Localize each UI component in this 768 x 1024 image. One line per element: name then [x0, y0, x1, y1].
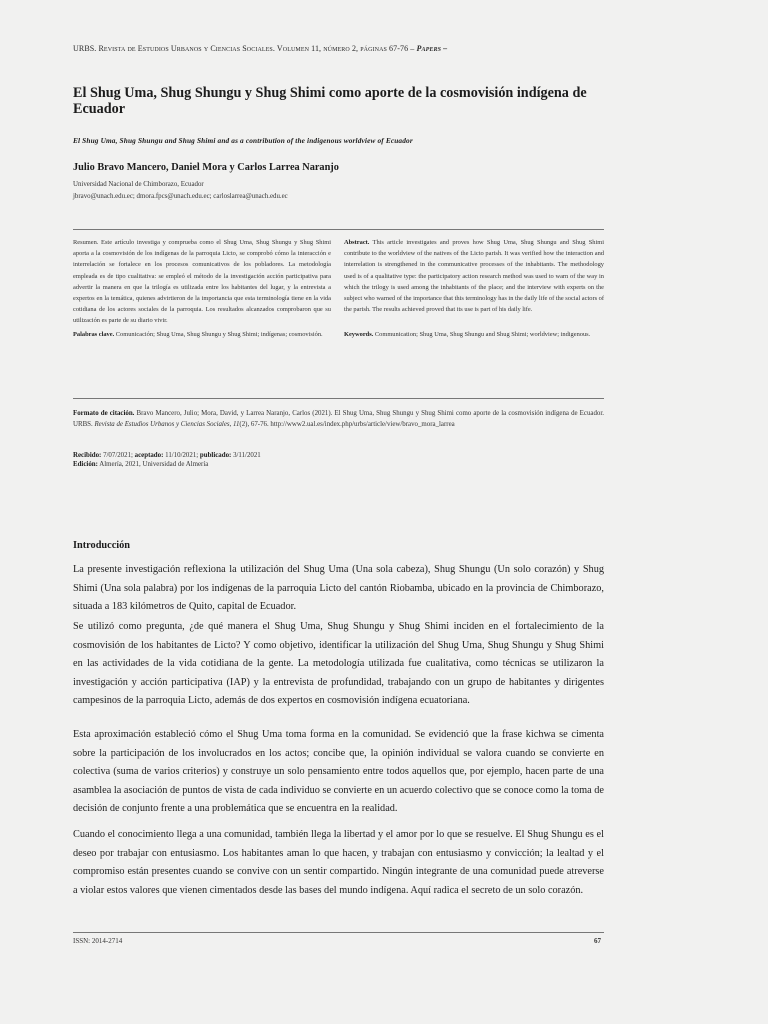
edition-line — [73, 461, 261, 470]
article-subtitle-en: El Shug Uma, Shug Shungu and Shug Shimi and as a contribution of the indigenous worldview of Ecuador — [73, 136, 413, 145]
journal-header-text: URBS. Revista de Estudios Urbanos y Ciencias Sociales. Volumen 11, número 2, páginas 67-76 – — [73, 44, 415, 53]
accepted-label: aceptado: — [134, 452, 164, 459]
keywords-en-label: Keywords. — [344, 331, 374, 339]
abstract-en-label: Abstract. — [344, 239, 370, 246]
divider-top — [73, 229, 604, 230]
author-affiliation: Universidad Nacional de Chimborazo, Ecuador — [73, 181, 204, 188]
body-paragraph: Esta aproximación estableció cómo el Shug Uma toma forma en la comunidad. Se evidenció que la frase kichwa se cimenta sobre la participación de los involucrados en los actos; concibe que, la opinión individual se valora cuando se convierte en colectiva (suma de varios criterios) y construye un solo pensamiento entre todos aquellos que, por ejemplo, hacen parte de una asamblea la asociación de puntos de vista de cada individuo se convierte en un acuerdo colectivo que se conoce como la toma de decisión de conjunto frente a una problemática que se encuentra en la realidad. — [73, 729, 604, 815]
keywords-en — [344, 329, 604, 340]
citation-journal: Revista de Estudios Urbanos y Ciencias Sociales, 11 — [94, 421, 240, 429]
abstract-en-body — [344, 237, 604, 315]
body-paragraph: Se utilizó como pregunta, ¿de qué manera el Shug Uma, Shug Shungu y Shug Shimi inciden en el fortalecimiento de la cosmovisión de los habitantes de Licto? Y como objetivo, identificar la utilización del Shug Uma, Shug Shungu y Shug Shimi en las actividades de la vida cotidiana de la gente. La metodología utilizada fue cualitativa, como técnicas se utilizaron la investigación y acción participativa (IAP) y la entrevista de profundidad, trabajando con un grupo de habitantes y dirigentes campesinos de la parroquia Licto, además de dos expertos en cosmovisión indígena ecuatoriana. — [73, 621, 604, 707]
accepted-date: 11/10/2021; — [165, 452, 199, 459]
abstract-en — [344, 237, 604, 341]
edition-label: Edición: — [73, 460, 98, 468]
abstract-es-text: Resumen. Este artículo investiga y comprueba como el Shug Uma, Shug Shungu y Shug Shimi aporta a la cosmovisión de los indígenas de la parroquia Licto, se comprobó cómo la interacción e interrelación se fortalece en los procesos comunicativos de los pobladores. La metodología empleada es de tipo cualitativa: se empleó el método de la investigación acción participativa para advertir la manera en que la trilogía es utilizada entre los habitantes del lugar, y la entrevista a expertos en la temática, quienes advirtieron de la importancia que esta terminología tiene en la vida cotidiana de los actores sociales de la parroquia. Los resultados alcanzados comprobaron que su utilización es parte de su diario vivir. — [73, 239, 331, 325]
edition-text: Almería, 2021, Universidad de Almería — [99, 460, 209, 468]
author-emails: jbravo@unach.edu.ec; dmora.fpcs@unach.edu.ec; carloslarrea@unach.edu.ec — [73, 193, 288, 200]
citation-block — [73, 408, 604, 431]
author-affiliation-block — [73, 179, 288, 203]
published-date: 3/11/2021 — [233, 452, 261, 459]
keywords-es-label: Palabras clave. — [73, 330, 115, 338]
citation-label: Formato de citación. — [73, 410, 135, 417]
received-label: Recibido: — [73, 452, 102, 459]
keywords-es — [73, 329, 331, 340]
divider-bottom — [73, 398, 604, 399]
citation-tail: (2), 67-76. http://www2.ual.es/index.php/urbs/article/view/bravo_mora_larrea — [239, 421, 455, 429]
keywords-en-text: Communication; Shug Uma, Shug Shungu and Shug Shimi; worldview; indigenous. — [374, 331, 591, 339]
article-title: El Shug Uma, Shug Shungu y Shug Shimi como aporte de la cosmovisión indígena de Ecuador — [73, 85, 587, 117]
keywords-es-text: Comunicación; Shug Uma, Shug Shungu y Shug Shimi; indígenas; cosmovisión. — [115, 330, 323, 338]
received-date: 7/07/2021; — [103, 452, 133, 459]
body-paragraph: Cuando el conocimiento llega a una comunidad, también llega la libertad y el amor por lo que se resuelve. El Shug Shungu es el deseo por trabajar con entusiasmo. Los habitantes aman lo que hacen, y trabajan con entusiasmo y convicción; la lealtad y el compromiso están presentes cuando se convive con un sentir compartido. Ningún integrante de una comunidad puede atreverse a violar estos valores que vienen cimentados desde las bases del mundo indígena. Aquí radica el secreto de un solo corazón. — [73, 829, 604, 896]
footer-rule — [73, 932, 604, 933]
dates-block — [73, 452, 261, 469]
dates-line — [73, 452, 261, 461]
citation-text: Bravo Mancero, Julio; Mora, David, y Larrea Naranjo, Carlos (2021). El Shug Uma, Shug Shungu y Shug Shimi como aporte de la cosmovisión indígena de Ecuador. URBS. — [73, 410, 604, 429]
footer-issn: ISSN: 2014-2714 — [73, 937, 123, 945]
page-number: 67 — [594, 937, 601, 945]
body-paragraph: La presente investigación reflexiona la utilización del Shug Uma (Una sola cabeza), Shug Shungu (Un solo corazón) y Shug Shimi (Una sola palabra) por los indígenas de la parroquia Licto del cantón Riobamba, ubicado en la provincia de Chimborazo, situada a 183 kilómetros de Quito, capital de Ecuador. — [73, 564, 604, 613]
abstract-es — [73, 237, 331, 340]
abstract-en-text: This article investigates and proves how Shug Uma, Shug Shungu and Shug Shimi contribute to the worldview of the natives of the Licto parish. It was verified how the interaction and interrelation is strengthened in the communicative processes of the inhabitants. The methodology used is of a qualitative type: the participatory action research method was used to warn of the way in which the trilogy is used among the inhabitants of the place; and the interview with experts on the subject who warned of the importance that this terminology has in the daily life of the social actors of the parish. The results achieved proved that its use is part of his daily life. — [344, 239, 604, 314]
section-heading: Introducción — [73, 540, 131, 551]
article-authors: Julio Bravo Mancero, Daniel Mora y Carlos Larrea Naranjo — [73, 162, 339, 173]
journal-section: Papers – — [416, 44, 448, 53]
journal-header — [73, 44, 447, 53]
published-label: publicado: — [199, 452, 232, 459]
